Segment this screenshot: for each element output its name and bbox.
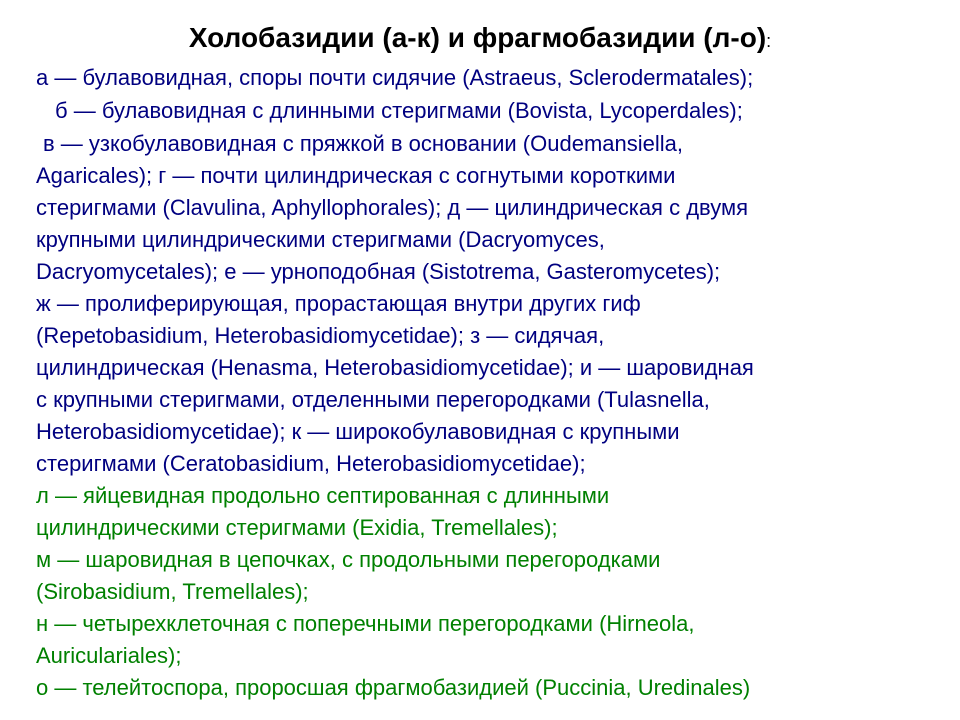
text-line-n: н — четырехклеточная с поперечными перегородками (Hirneola, bbox=[36, 611, 695, 636]
text-line-v: в — узкобулавовидная с пряжкой в основании (Oudemansiella, bbox=[43, 131, 683, 156]
text-line-k: Heterobasidiomycetidae); к — широкобулавовидная с крупными bbox=[36, 419, 680, 444]
text-line-m2: (Sirobasidium, Tremellales); bbox=[36, 579, 309, 604]
text-line-zh: ж — пролиферирующая, прорастающая внутри других гиф bbox=[36, 291, 641, 316]
text-line-i: цилиндрическая (Henasma, Heterobasidiomycetidae); и — шаровидная bbox=[36, 355, 754, 380]
text-line-d: стеригмами (Clavulina, Aphyllophorales); д — цилиндрическая с двумя bbox=[36, 195, 749, 220]
text-line-i2: с крупными стеригмами, отделенными перегородками (Tulasnella, bbox=[36, 387, 710, 412]
slide-title-text: Холобазидии (а-к) и фрагмобазидии (л-о) bbox=[188, 22, 767, 53]
text-line-m: м — шаровидная в цепочках, с продольными перегородками bbox=[36, 547, 661, 572]
slide-title-colon: : bbox=[766, 31, 772, 51]
text-line-l: л — яйцевидная продольно септированная с длинными bbox=[36, 483, 610, 508]
text-line-b: б — булавовидная с длинными стеригмами (Bovista, Lycoperdales); bbox=[55, 98, 743, 123]
text-line-l2: цилиндрическими стеригмами (Exidia, Tremellales); bbox=[36, 515, 558, 540]
text-line-e: Dacryomycetales); е — урноподобная (Sistotrema, Gasteromycetes); bbox=[36, 259, 721, 284]
text-line-a: а — булавовидная, споры почти сидячие (Astraeus, Sclerodermatales); bbox=[36, 65, 754, 90]
slide-title bbox=[0, 22, 960, 54]
text-line-k2: стеригмами (Ceratobasidium, Heterobasidiomycetidae); bbox=[36, 451, 586, 476]
text-line-z: (Repetobasidium, Heterobasidiomycetidae); з — сидячая, bbox=[36, 323, 605, 348]
text-line-d2: крупными цилиндрическими стеригмами (Dacryomyces, bbox=[36, 227, 605, 252]
text-line-o: о — телейтоспора, проросшая фрагмобазидией (Puccinia, Uredinales) bbox=[36, 675, 751, 700]
text-line-g: Agaricales); г — почти цилиндрическая с согнутыми короткими bbox=[36, 163, 676, 188]
text-line-n2: Auriculariales); bbox=[36, 643, 182, 668]
